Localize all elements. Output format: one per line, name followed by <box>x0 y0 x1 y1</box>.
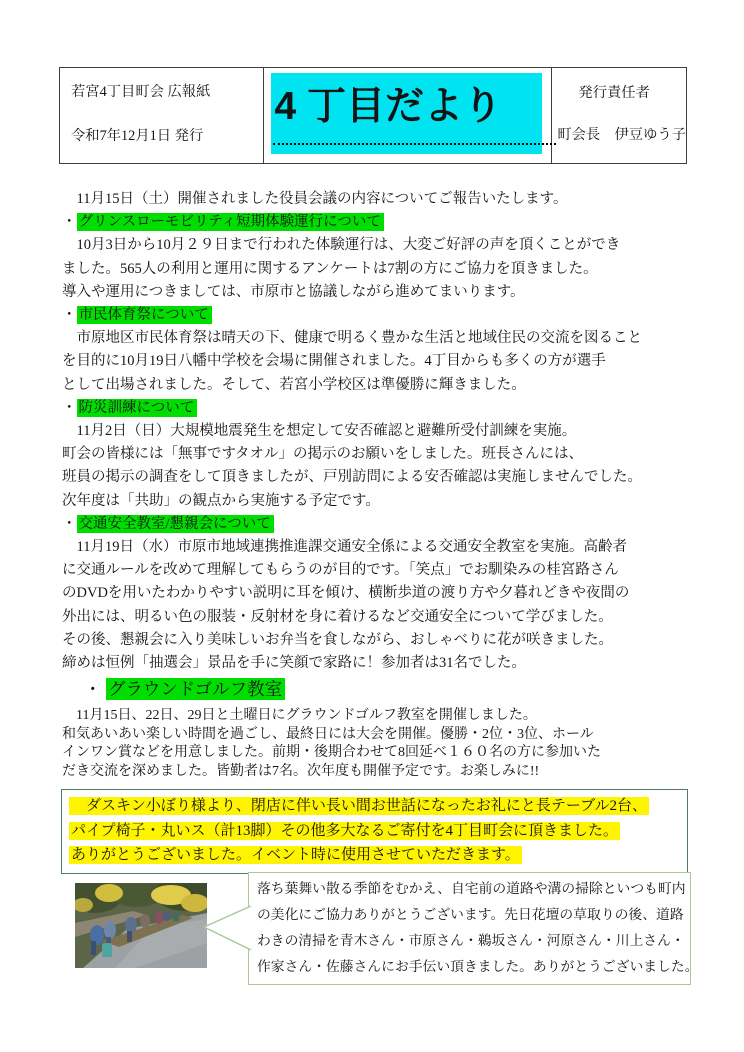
publisher-label: 発行責任者 <box>578 85 650 101</box>
body-line: 11月2日（日）大規模地震発生を想定して安否確認と避難所受付訓練を実施。 <box>62 423 577 440</box>
donation-box <box>61 789 688 874</box>
ground-golf-paragraph <box>62 707 692 781</box>
callout-tail <box>203 905 252 951</box>
report-intro: 11月15日（土）開催されました役員会議の内容についてご報告いたします。 <box>62 191 568 207</box>
section-bullet: ・ <box>62 399 77 416</box>
speech-bubble <box>248 872 699 985</box>
bubble-line: わきの清掃を青木さん・市原さん・鵜坂さん・河原さん・川上さん・ <box>257 933 685 948</box>
title-underline <box>273 143 556 145</box>
section-title-disaster-drill <box>62 397 692 420</box>
footer-cleanup-note <box>0 872 744 1002</box>
section-title-ground-golf <box>62 676 692 703</box>
body-line: 導入や運用につきましては、市原市と協議しながら進めてまいります。 <box>62 283 525 300</box>
body-line: ました。565人の利用と運用に関するアンケートは7割の方にご協力を頂きました。 <box>62 260 598 277</box>
donation-line <box>69 794 687 819</box>
donation-line <box>69 819 687 844</box>
newsletter-title: 4 丁目だより <box>274 85 503 128</box>
body-line: だき交流を深めました。皆勤者は7名。次年度も開催予定です。お楽しみに!! <box>62 763 540 779</box>
section-title-green-slow-mobility <box>62 211 692 234</box>
donation-line-text: パイプ椅子・丸いス（計13脚）その他多大なるご寄付を4丁目町会に頂きました。 <box>71 822 619 839</box>
body-line: 市原地区市民体育祭は晴天の下、健康で明るく豊かな生活と地域住民の交流を図ること <box>62 330 642 347</box>
body-line: のDVDを用いたわかりやすい説明に耳を傾け、横断歩道の渡り方や夕暮れどきや夜間の <box>62 585 630 602</box>
masthead-right-cell <box>552 68 686 163</box>
masthead-left-cell <box>60 68 264 163</box>
body-line: その後、懇親会に入り美味しいお弁当を食しながら、おしゃべりに花が咲きました。 <box>62 631 613 648</box>
section-title-sports-festival <box>62 304 692 327</box>
masthead <box>59 67 687 164</box>
bubble-line: の美化にご協力ありがとうございます。先日花壇の草取りの後、道路 <box>257 907 684 922</box>
body-line: 外出には、明るい色の服装・反射材を身に着けるなど交通安全について学びました。 <box>62 608 613 625</box>
publisher-name: 町会長 伊豆ゆう子 <box>557 127 686 143</box>
bubble-line: 落ち葉舞い散る季節をむかえ、自宅前の道路や溝の掃除といつも町内 <box>257 881 686 896</box>
body-line: 締めは恒例「抽選会」景品を手に笑顔で家路に！参加者は31名でした。 <box>62 655 526 672</box>
section-bullet: ・ <box>62 515 77 532</box>
title-highlight <box>271 73 542 154</box>
donation-line <box>69 843 687 868</box>
body-content <box>62 188 692 874</box>
section-title-text: 市民体育祭について <box>77 306 212 324</box>
section-title-text: 交通安全教室/懇親会について <box>77 515 274 533</box>
body-line: 11月15日、22日、29日と土曜日にグラウンドゴルフ教室を開催しました。 <box>62 708 537 724</box>
section-bullet: ・ <box>62 307 77 324</box>
section-title-text: 防災訓練について <box>77 399 198 417</box>
section-title-text: グラウンドゴルフ教室 <box>106 678 285 700</box>
body-line: 和気あいあい楽しい時間を過ごし、最終日には大会を開催。優勝・2位・3位、ホール <box>62 726 594 742</box>
body-line: インワン賞などを用意しました。前期・後期合わせて8回延べ１６０名の方に参加いた <box>62 745 601 761</box>
section-title-traffic-safety <box>62 513 692 536</box>
body-line: として出場されました。そして、若宮小学校区は準優勝に輝きました。 <box>62 376 526 393</box>
cleanup-photo-graphic <box>75 883 207 968</box>
body-line: に交通ルールを改めて理解してもらうのが目的です。「笑点」でお馴染みの桂宮路さん <box>62 562 619 579</box>
body-line: を目的に10月19日八幡中学校を会場に開催されました。4丁目からも多くの方が選手 <box>62 353 606 370</box>
section-bullet: ・ <box>62 214 77 231</box>
body-line: 班員の掲示の調査をして頂きましたが、戸別訪問による安否確認は実施しませんでした。 <box>62 469 642 486</box>
roadside-cleanup-photo <box>75 883 207 968</box>
body-line: 次年度は「共助」の観点から実施する予定です。 <box>62 492 380 509</box>
donation-line-text: ありがとうございました。イベント時に使用させていただきます。 <box>71 847 520 864</box>
org-name: 若宮4丁目町会 広報紙 <box>71 84 211 100</box>
section-bullet: ・ <box>84 679 102 700</box>
body-line: 11月19日（水）市原市地域連携推進課交通安全係による交通安全教室を実施。高齢者 <box>62 539 627 556</box>
donation-line-text: ダスキン小ぼり様より、閉店に伴い長い間お世話になったお礼にと長テーブル2台、 <box>71 798 648 815</box>
section-title-text: グリンスローモビリティ短期体験運行について <box>77 213 384 231</box>
issue-date: 令和7年12月1日 発行 <box>71 128 204 144</box>
body-line: 町会の皆様には「無事ですタオル」の掲示のお願いをしました。班長さんには、 <box>62 446 583 463</box>
masthead-title-cell <box>264 68 553 163</box>
body-line: 10月3日から10月２９日まで行われた体験運行は、大変ご好評の声を頂くことができ <box>62 237 621 254</box>
bubble-line: 作家さん・佐藤さんにお手伝い頂きました。ありがとうございました。 <box>257 959 699 974</box>
